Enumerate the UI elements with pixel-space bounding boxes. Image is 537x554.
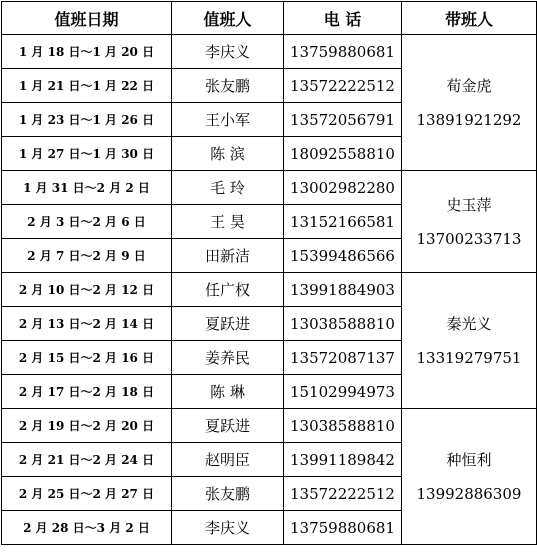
leader-cell [402,35,537,171]
duty-roster-table [1,1,537,545]
duty-date: 2 月 7 日～2 月 9 日 [2,239,172,273]
table-row [2,273,537,307]
duty-person: 赵明臣 [172,443,284,477]
duty-date: 1 月 31 日～2 月 2 日 [2,171,172,205]
duty-phone: 18092558810 [284,137,402,171]
duty-date: 1 月 27 日～1 月 30 日 [2,137,172,171]
duty-person: 王 昊 [172,205,284,239]
header-row [2,2,537,35]
table-row [2,409,537,443]
leader-name: 种恒利 [446,450,492,469]
duty-person: 姜养民 [172,341,284,375]
duty-date: 2 月 28 日～3 月 2 日 [2,511,172,545]
duty-date: 2 月 25 日～2 月 27 日 [2,477,172,511]
duty-date: 1 月 18 日～1 月 20 日 [2,35,172,69]
table-row [2,35,537,69]
duty-date: 2 月 3 日～2 月 6 日 [2,205,172,239]
duty-person: 张友鹏 [172,69,284,103]
duty-person: 王小军 [172,103,284,137]
duty-person: 夏跃进 [172,409,284,443]
header-duty-person: 值班人 [172,2,284,35]
leader-cell [402,171,537,273]
duty-date: 2 月 10 日～2 月 12 日 [2,273,172,307]
duty-date: 2 月 21 日～2 月 24 日 [2,443,172,477]
duty-phone: 13991884903 [284,273,402,307]
leader-name: 荀金虎 [446,76,492,95]
duty-phone: 13572056791 [284,103,402,137]
duty-phone: 13038588810 [284,307,402,341]
duty-phone: 13572222512 [284,477,402,511]
duty-phone: 13572222512 [284,69,402,103]
duty-phone: 15399486566 [284,239,402,273]
leader-phone: 13891921292 [416,110,522,129]
header-date: 值班日期 [2,2,172,35]
duty-person: 陈 琳 [172,375,284,409]
duty-phone: 13759880681 [284,511,402,545]
duty-person: 李庆义 [172,35,284,69]
leader-phone: 13319279751 [416,348,522,367]
duty-person: 李庆义 [172,511,284,545]
header-leader: 带班人 [402,2,537,35]
duty-date: 2 月 13 日～2 月 14 日 [2,307,172,341]
leader-phone: 13992886309 [416,484,522,503]
leader-phone: 13700233713 [416,229,522,248]
duty-person: 夏跃进 [172,307,284,341]
duty-date: 1 月 23 日～1 月 26 日 [2,103,172,137]
leader-cell [402,409,537,545]
leader-name: 史玉萍 [446,195,492,214]
duty-phone: 13152166581 [284,205,402,239]
duty-person: 陈 滨 [172,137,284,171]
duty-date: 2 月 19 日～2 月 20 日 [2,409,172,443]
duty-date: 1 月 21 日～1 月 22 日 [2,69,172,103]
leader-cell [402,273,537,409]
duty-phone: 13038588810 [284,409,402,443]
duty-phone: 13991189842 [284,443,402,477]
duty-phone: 13572087137 [284,341,402,375]
duty-person: 任广权 [172,273,284,307]
duty-phone: 15102994973 [284,375,402,409]
duty-phone: 13759880681 [284,35,402,69]
duty-person: 毛 玲 [172,171,284,205]
header-phone: 电 话 [284,2,402,35]
leader-name: 秦光义 [446,314,492,333]
duty-person: 张友鹏 [172,477,284,511]
table-row [2,171,537,205]
duty-date: 2 月 15 日～2 月 16 日 [2,341,172,375]
duty-person: 田新洁 [172,239,284,273]
duty-date: 2 月 17 日～2 月 18 日 [2,375,172,409]
duty-phone: 13002982280 [284,171,402,205]
